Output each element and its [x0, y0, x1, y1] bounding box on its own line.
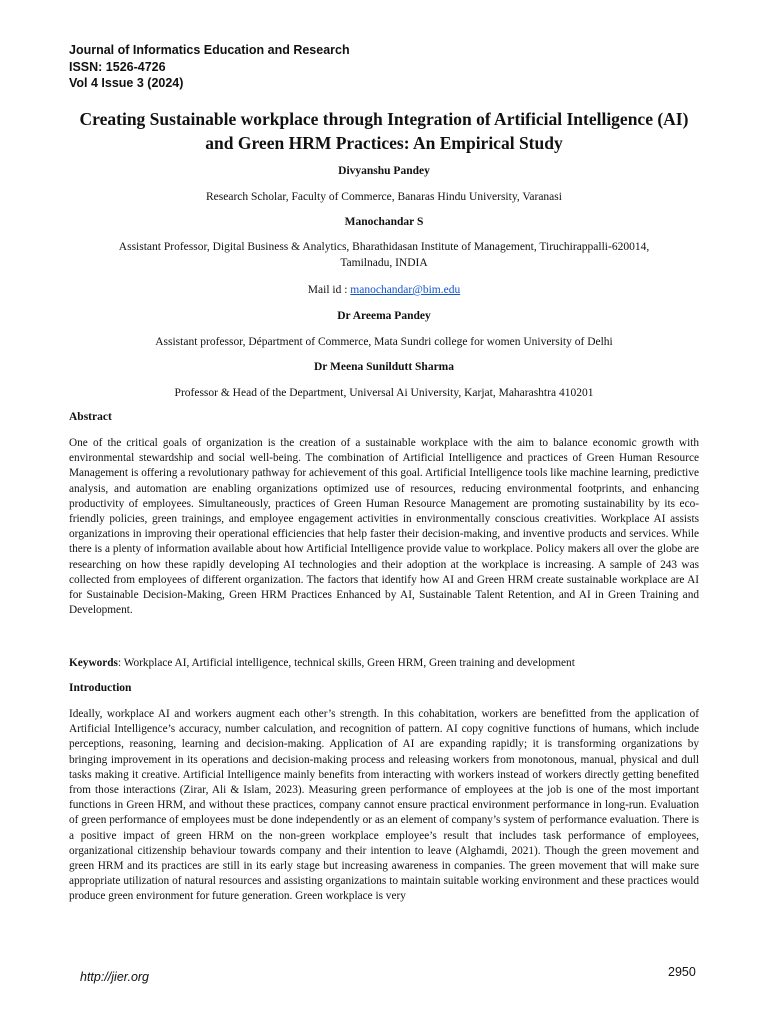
keywords — [69, 656, 699, 671]
author-affiliation-line2: Tamilnadu, INDIA — [340, 257, 428, 269]
author-name: Dr Areema Pandey — [337, 310, 431, 322]
author-affiliation-line1: Assistant Professor, Digital Business & Analytics, Bharathidasan Institute of Management, Tiruchirappalli-620014, — [118, 241, 650, 253]
introduction-text: Ideally, workplace AI and workers augment each other’s strength. In this cohabitation, workers are benefitted from the application of Artificial Intelligence’s accuracy, number calculation, and recognition of pattern. AI copy cognitive functions of humans, which include perceptions, reasoning, learning and decision-making. Application of AI are expanding rapidly; it is transforming organizations by bringing improvement in its operations and decision-making process and releasing workers from monotonous, manual, physical and dull tasks making it creative. Artificial Intelligence mainly benefits from interacting with workers instead of workers directly getting benefited from those interactions (Zirar, Ali & Islam, 2023). Measuring green performance of employees at the job is one of the most important functions in Green HRM, and without these practices, company cannot ensure practical environment performance in long-run. Evaluation of green performance of employees must be done independently or as an element of company’s system of performance evaluation. There is a positive impact of green HRM on the non-green workplace employee’s result that includes task performance of employees, organizational citizenship behaviour towards company and their intention to leave (Alghamdi, 2021). Though the green movement and green HRM and its practices are still in its early stage but increasing awareness in companies. The green movement that will make sure appropriate utilization of natural resources and assisting organizations to maintain suitable working environment and these practices would produce green environment for future generation. Green workplace is very — [69, 708, 699, 903]
journal-header — [69, 42, 350, 92]
keywords-text: : Workplace AI, Artificial intelligence, technical skills, Green HRM, Green training and development — [117, 657, 575, 669]
page-number: 2950 — [668, 965, 696, 979]
author-mail — [40, 282, 728, 298]
journal-name: Journal of Informatics Education and Research — [69, 43, 350, 57]
author-affiliation — [40, 239, 728, 271]
mail-label: Mail id : — [307, 284, 351, 296]
author-name: Manochandar S — [344, 216, 424, 228]
author-affiliation: Research Scholar, Faculty of Commerce, Banaras Hindu University, Varanasi — [206, 191, 562, 203]
author-name: Divyanshu Pandey — [338, 165, 430, 177]
journal-issn: ISSN: 1526-4726 — [69, 59, 166, 74]
introduction-heading: Introduction — [69, 682, 132, 694]
author-affiliation: Professor & Head of the Department, Universal Ai University, Karjat, Maharashtra 410201 — [174, 387, 594, 399]
journal-volume: Vol 4 Issue 3 (2024) — [69, 76, 184, 90]
paper-title — [40, 107, 728, 155]
abstract-heading: Abstract — [69, 411, 112, 423]
author-affiliation: Assistant professor, Départment of Commerce, Mata Sundri college for women University of Delhi — [155, 336, 613, 348]
abstract-text: One of the critical goals of organization is the creation of a sustainable workplace with the aim to balance economic growth with environmental stewardship and social well-being. The combination of Artificial Intelligence and practices of Green Human Resource Management is offering a revolutionary pathway for achievement of this goal. Artificial Intelligence tools like machine learning, predictive analysis, and automation are enabling organizations optimized use of resources, reducing environmental footprints, and enhancing productivity of employees. Simultaneously, practices of Green Human Resource Management are promoting sustainability by its eco-friendly policies, green trainings, and employee engagement activities in environmentally conscious creativities. Workplace AI assists organizations in improving their operational efficiencies that help faster their decision-making, and inventive products and services. While there is a plenty of information available about how Artificial Intelligence provide value to workplace. Policy makers all over the globe are researching on how these rapidly developing AI technologies and their adoption at the workplace is increasing. A sample of 243 was collected from employees of different organization. The factors that identify how AI and Green HRM create sustainable workplace are AI for Sustainable Decision-Making, Green HRM Practices Enhanced by AI, Sustainable Talent Retention, and AI in Green Training and Development. — [69, 437, 699, 617]
footer-url[interactable]: http://jier.org — [80, 970, 150, 984]
mail-link[interactable]: manochandar@bim.edu — [350, 284, 461, 296]
paper-title-line1: Creating Sustainable workplace through Integration of Artificial Intelligence (AI) — [79, 109, 689, 129]
author-name: Dr Meena Sunildutt Sharma — [313, 361, 455, 373]
keywords-label: Keywords — [69, 657, 118, 669]
paper-title-line2: and Green HRM Practices: An Empirical Study — [205, 133, 563, 153]
